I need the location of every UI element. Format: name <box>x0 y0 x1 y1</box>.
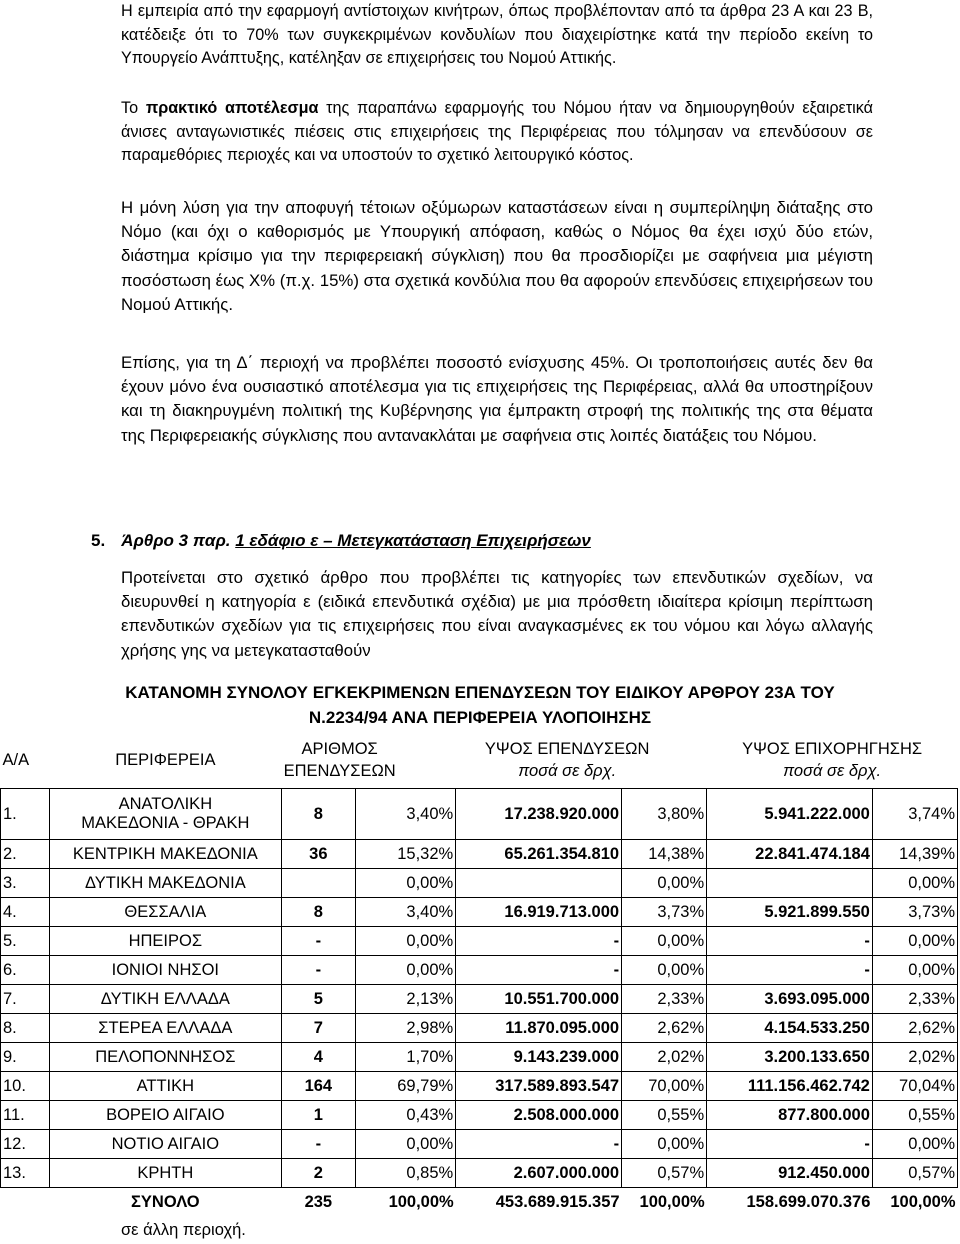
cell-amount: 2.607.000.000 <box>456 1159 622 1188</box>
region-d-paragraph: Επίσης, για τη Δ΄ περιοχή να προβλέπει ποσοστό ενίσχυσης 45%. Οι τροποποιήσεις αυτές δεν θα έχουν μόνο ένα ουσιαστικό αποτέλεσμα για τις επιχειρήσεις της Περιφέρειας, αλλά θα υποστηρίξουν και τη διακηρυγμένη πολιτική της Κυβέρνησης για έμπρακτη στροφή της πολιτικής της στα θέματα της Περιφερειακής σύγκλισης που αντανακλάται με σαφήνεια στις λοιπές διατάξεις του Νόμου. <box>121 353 873 445</box>
cell-subsidy: 5.921.899.550 <box>707 898 873 927</box>
cell-aa: 8. <box>1 1014 50 1043</box>
cell-amount: - <box>456 1130 622 1159</box>
cell-subsidy: - <box>707 927 873 956</box>
cell-count-pct: 0,85% <box>355 1159 456 1188</box>
cell-amount: 9.143.239.000 <box>456 1043 622 1072</box>
cell-amount-pct: 3,80% <box>622 789 707 840</box>
cell-count-pct: 3,40% <box>355 898 456 927</box>
cell-region <box>49 1130 282 1159</box>
cell-region <box>49 1043 282 1072</box>
cell-count-pct: 1,70% <box>355 1043 456 1072</box>
region-line1: ΒΟΡΕΙΟ ΑΙΓΑΙΟ <box>106 1105 225 1124</box>
cell-region <box>49 840 282 869</box>
header-aa: Α/Α <box>2 751 30 769</box>
cell-region <box>49 985 282 1014</box>
header-amount-l2: ποσά σε δρχ. <box>518 762 617 780</box>
table-row <box>1 956 958 985</box>
cell-subsidy-pct: 3,74% <box>872 789 957 840</box>
cell-amount-pct: 2,02% <box>622 1043 707 1072</box>
header-amount-l1: ΥΨΟΣ ΕΠΕΝΔΥΣΕΩΝ <box>484 740 650 758</box>
cell-subsidy-pct: 0,57% <box>872 1159 957 1188</box>
cell-count: - <box>282 1130 355 1159</box>
cell-amount-pct: 0,00% <box>622 1130 707 1159</box>
region-line2: ΜΑΚΕΔΟΝΙΑ - ΘΡΑΚΗ <box>81 814 250 832</box>
cell-count-pct: 0,43% <box>355 1101 456 1130</box>
cell-subsidy: 111.156.462.742 <box>707 1072 873 1101</box>
region-line1: ΝΟΤΙΟ ΑΙΓΑΙΟ <box>111 1134 220 1153</box>
cell-subsidy: 5.941.222.000 <box>707 789 873 840</box>
cell-count-pct: 69,79% <box>355 1072 456 1101</box>
header-subsidy-l2: ποσά σε δρχ. <box>783 762 882 780</box>
cell-amount: 16.919.713.000 <box>456 898 622 927</box>
total-cell-amount: 453.689.915.357 <box>495 1192 620 1211</box>
cell-amount: 65.261.354.810 <box>456 840 622 869</box>
table-row <box>1 1130 958 1159</box>
table-row <box>1 1159 958 1188</box>
table-row <box>1 869 958 898</box>
intro-paragraph: Η εμπειρία από την εφαρμογή αντίστοιχων κινήτρων, όπως προβλέπονταν από τα άρθρα 23 Α και 23 Β, κατέδειξε ότι το 70% των συγκεκριμένων κονδυλίων που διαχειρίστηκε κατά την περίοδο εκείνη το Υπουργείο Ανάπτυξης, κατέληξαν σε επιχειρήσεις του Νομού Αττικής. <box>121 2 873 67</box>
cell-amount: 317.589.893.547 <box>456 1072 622 1101</box>
total-cell-subsidy: 158.699.070.376 <box>746 1192 871 1211</box>
cell-amount: 11.870.095.000 <box>456 1014 622 1043</box>
cell-aa: 6. <box>1 956 50 985</box>
total-cell-count-pct: 100,00% <box>388 1192 454 1211</box>
cell-subsidy-pct: 2,33% <box>872 985 957 1014</box>
cell-subsidy: 22.841.474.184 <box>707 840 873 869</box>
practical-result-bold: πρακτικό αποτέλεσμα <box>145 99 319 117</box>
table-row <box>1 898 958 927</box>
cell-subsidy: - <box>707 1130 873 1159</box>
table-row <box>1 1101 958 1130</box>
cell-count: 1 <box>282 1101 355 1130</box>
cell-count: 8 <box>282 789 355 840</box>
table-title <box>0 680 960 730</box>
header-amount <box>456 732 707 789</box>
cell-subsidy: 877.800.000 <box>707 1101 873 1130</box>
cell-subsidy-pct: 70,04% <box>872 1072 957 1101</box>
cell-aa: 3. <box>1 869 50 898</box>
table-row <box>1 1072 958 1101</box>
cell-subsidy: 3.200.133.650 <box>707 1043 873 1072</box>
cell-subsidy: 912.450.000 <box>707 1159 873 1188</box>
cell-subsidy-pct: 0,55% <box>872 1101 957 1130</box>
cell-amount-pct: 70,00% <box>622 1072 707 1101</box>
cell-count-pct: 2,13% <box>355 985 456 1014</box>
total-cell-amount-pct: 100,00% <box>639 1192 705 1211</box>
cell-count-pct: 15,32% <box>355 840 456 869</box>
cell-aa: 11. <box>1 1101 50 1130</box>
allocation-table <box>0 732 958 1216</box>
region-line1: ΚΡΗΤΗ <box>137 1163 194 1182</box>
cell-count-pct: 0,00% <box>355 956 456 985</box>
cell-subsidy <box>707 869 873 898</box>
cell-count: 36 <box>282 840 355 869</box>
total-cell-aa <box>1 1188 50 1217</box>
cell-amount-pct: 3,73% <box>622 898 707 927</box>
cell-region <box>49 956 282 985</box>
table-row <box>1 789 958 840</box>
cell-aa: 7. <box>1 985 50 1014</box>
cell-count <box>282 869 355 898</box>
cell-region <box>49 1072 282 1101</box>
header-count-l1: ΑΡΙΘΜΟΣ <box>301 740 378 758</box>
section-number: 5. <box>91 531 106 550</box>
cell-region <box>49 927 282 956</box>
cell-aa: 1. <box>1 789 50 840</box>
cell-amount-pct: 0,00% <box>622 956 707 985</box>
cell-amount: - <box>456 927 622 956</box>
header-subsidy-l1: ΥΨΟΣ ΕΠΙΧΟΡΗΓΗΣΗΣ <box>742 740 923 758</box>
total-cell-region: ΣΥΝΟΛΟ <box>131 1192 200 1211</box>
region-line1: ΠΕΛΟΠΟΝΝΗΣΟΣ <box>95 1047 236 1066</box>
cell-subsidy: 3.693.095.000 <box>707 985 873 1014</box>
cell-count: - <box>282 956 355 985</box>
cell-region <box>49 789 282 840</box>
cell-subsidy-pct: 2,02% <box>872 1043 957 1072</box>
table-title-line1: ΚΑΤΑΝΟΜΗ ΣΥΝΟΛΟΥ ΕΓΚΕΚΡΙΜΕΝΩΝ ΕΠΕΝΔΥΣΕΩΝ ΤΟΥ ΕΙΔΙΚΟΥ ΑΡΘΡΟΥ 23Α ΤΟΥ <box>125 683 835 702</box>
cell-count-pct: 0,00% <box>355 869 456 898</box>
header-count <box>282 732 456 789</box>
cell-amount-pct: 2,33% <box>622 985 707 1014</box>
table-row <box>1 927 958 956</box>
cell-count: 164 <box>282 1072 355 1101</box>
cell-region <box>49 898 282 927</box>
cell-subsidy-pct: 0,00% <box>872 927 957 956</box>
cell-aa: 4. <box>1 898 50 927</box>
region-line1: ΑΤΤΙΚΗ <box>136 1076 195 1095</box>
region-line1: ΚΕΝΤΡΙΚΗ ΜΑΚΕΔΟΝΙΑ <box>72 844 258 863</box>
region-line1: ΘΕΣΣΑΛΙΑ <box>124 902 207 921</box>
section-heading <box>91 531 591 551</box>
table-total-row <box>1 1188 958 1217</box>
cell-subsidy-pct: 3,73% <box>872 898 957 927</box>
total-cell-subsidy-pct: 100,00% <box>890 1192 956 1211</box>
cell-region <box>49 1159 282 1188</box>
cell-subsidy-pct: 0,00% <box>872 956 957 985</box>
table-title-line2: Ν.2234/94 ΑΝΑ ΠΕΡΙΦΕΡΕΙΑ ΥΛΟΠΟΙΗΣΗΣ <box>308 708 652 727</box>
cell-subsidy-pct: 14,39% <box>872 840 957 869</box>
cell-amount: 17.238.920.000 <box>456 789 622 840</box>
region-line1: ΔΥΤΙΚΗ ΕΛΛΑΔΑ <box>100 989 230 1008</box>
cell-subsidy: - <box>707 956 873 985</box>
cell-count: 7 <box>282 1014 355 1043</box>
practical-result-paragraph <box>121 97 873 168</box>
cell-amount: 10.551.700.000 <box>456 985 622 1014</box>
table-row <box>1 1014 958 1043</box>
table-row <box>1 1043 958 1072</box>
cell-subsidy: 4.154.533.250 <box>707 1014 873 1043</box>
section-heading-part2: 1 εδάφιο ε – Μετεγκατάσταση Επιχειρήσεων <box>235 531 591 550</box>
cell-amount-pct: 0,57% <box>622 1159 707 1188</box>
region-line1: ΣΤΕΡΕΑ ΕΛΛΑΔΑ <box>98 1018 233 1037</box>
cell-count: 2 <box>282 1159 355 1188</box>
cell-count-pct: 3,40% <box>355 789 456 840</box>
cell-amount: - <box>456 956 622 985</box>
cell-count: 4 <box>282 1043 355 1072</box>
cell-amount-pct: 0,55% <box>622 1101 707 1130</box>
cell-subsidy-pct: 0,00% <box>872 1130 957 1159</box>
cell-amount-pct: 0,00% <box>622 869 707 898</box>
solution-paragraph: Η μόνη λύση για την αποφυγή τέτοιων οξύμωρων καταστάσεων είναι η συμπερίληψη διάταξης στο Νόμο (και όχι ο καθορισμός με Υπουργική απόφαση, καθώς ο Νόμος θα έχει ισχύ δύο ετών, διάστημα κρίσιμο για την περιφερειακή σύγκλιση) που θα προσδιορίζει με σαφήνεια μια μέγιστη ποσόστωση έως Χ% (π.χ. 15%) στα σχετικά κονδύλια που θα αφορούν επενδύσεις επιχειρήσεων του Νομού Αττικής. <box>121 198 873 314</box>
cell-count: 5 <box>282 985 355 1014</box>
table-row <box>1 985 958 1014</box>
cell-subsidy-pct: 2,62% <box>872 1014 957 1043</box>
cell-count-pct: 0,00% <box>355 927 456 956</box>
region-line1: ΗΠΕΙΡΟΣ <box>128 931 203 950</box>
cell-region <box>49 869 282 898</box>
region-line1: ΙΟΝΙΟΙ ΝΗΣΟΙ <box>111 960 220 979</box>
cell-amount-pct: 0,00% <box>622 927 707 956</box>
region-line1: ΑΝΑΤΟΛΙΚΗ <box>118 795 213 813</box>
proposal-paragraph: Προτείνεται στο σχετικό άρθρο που προβλέπει τις κατηγορίες των επενδυτικών σχεδίων, να διευρυνθεί η κατηγορία ε (ειδικά επενδυτικά σχέδια) με μια πρόσθετη ιδιαίτερα κρίσιμη περίπτωση επενδυτικών σχεδίων για τις επιχειρήσεις που είναι αναγκασμένες εκ του νόμου και λόγω αλλαγής χρήσης γης να μετεγκατασταθούν <box>121 568 873 660</box>
cell-amount-pct: 14,38% <box>622 840 707 869</box>
total-cell-count: 235 <box>304 1192 333 1211</box>
section-heading-part1: Άρθρο 3 παρ. <box>121 531 231 550</box>
cell-count-pct: 0,00% <box>355 1130 456 1159</box>
cell-count: 8 <box>282 898 355 927</box>
practical-result-rest: της παραπάνω εφαρμογής του Νόμου ήταν να δημιουργηθούν εξαιρετικά άνισες ανταγωνιστικές πιέσεις στις επιχειρήσεις της Περιφέρειας που τόλμησαν να επενδύσουν σε παραμεθόριες περιοχές και να υποστούν το σχετικό λειτουργικό κόστος. <box>121 99 873 164</box>
table-header-row <box>1 732 958 789</box>
header-count-l2: ΕΠΕΝΔΥΣΕΩΝ <box>283 762 396 780</box>
cell-amount: 2.508.000.000 <box>456 1101 622 1130</box>
header-subsidy <box>707 732 958 789</box>
header-region: ΠΕΡΙΦΕΡΕΙΑ <box>115 751 216 769</box>
cell-aa: 5. <box>1 927 50 956</box>
cell-aa: 10. <box>1 1072 50 1101</box>
cell-subsidy-pct: 0,00% <box>872 869 957 898</box>
practical-result-lead: Το <box>121 99 146 117</box>
cell-region <box>49 1014 282 1043</box>
cell-count-pct: 2,98% <box>355 1014 456 1043</box>
region-line1: ΔΥΤΙΚΗ ΜΑΚΕΔΟΝΙΑ <box>84 873 246 892</box>
cell-count: - <box>282 927 355 956</box>
footnote: σε άλλη περιοχή. <box>121 1221 246 1239</box>
cell-amount-pct: 2,62% <box>622 1014 707 1043</box>
cell-region <box>49 1101 282 1130</box>
cell-aa: 12. <box>1 1130 50 1159</box>
table-body <box>1 789 958 1217</box>
cell-aa: 2. <box>1 840 50 869</box>
table-row <box>1 840 958 869</box>
cell-amount <box>456 869 622 898</box>
cell-aa: 9. <box>1 1043 50 1072</box>
cell-aa: 13. <box>1 1159 50 1188</box>
